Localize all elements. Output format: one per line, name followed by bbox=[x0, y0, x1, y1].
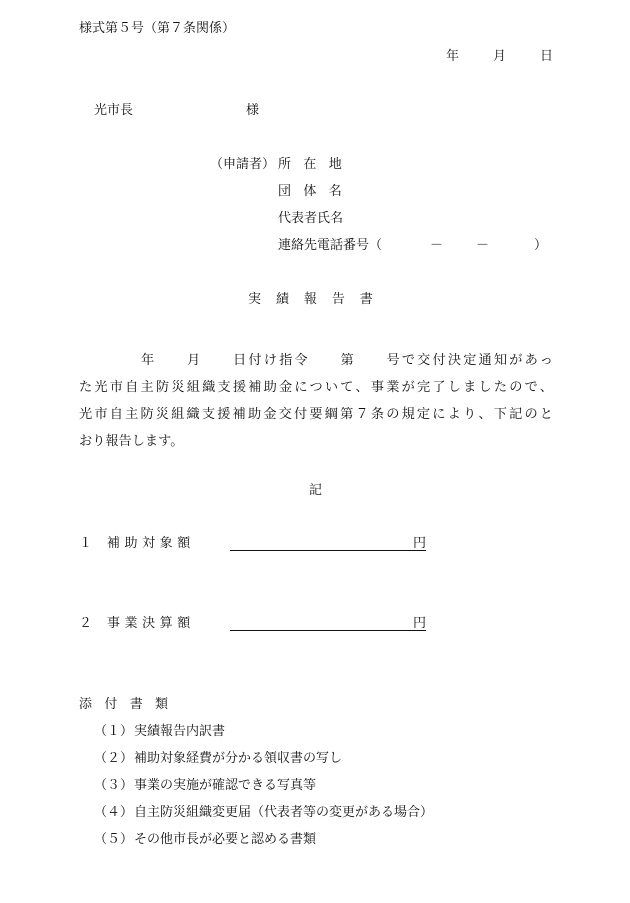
phone-separator-1: － bbox=[430, 238, 444, 253]
item-number: ２ bbox=[79, 616, 93, 631]
date-line bbox=[446, 50, 553, 63]
addressee-honorific: 様 bbox=[246, 103, 260, 118]
settlement-amount-field[interactable] bbox=[230, 615, 426, 631]
body-line-3: 光市自主防災組織支援補助金交付要綱第７条の規定により、下記のと bbox=[79, 407, 553, 422]
applicant-organization-label: 団体名 bbox=[278, 184, 355, 199]
applicant-address-label: 所在地 bbox=[278, 157, 355, 172]
item-label: 事業決算額 bbox=[107, 616, 195, 631]
item-number: １ bbox=[79, 536, 93, 551]
phone-close-paren: ） bbox=[534, 238, 548, 253]
date-year: 年 bbox=[446, 49, 460, 64]
applicant-representative-label: 代表者氏名 bbox=[278, 211, 344, 226]
applicant-phone-label: 連絡先電話番号（ bbox=[278, 238, 383, 253]
phone-separator-2: － bbox=[476, 238, 490, 253]
attachment-item: （３）事業の実施が確認できる写真等 bbox=[94, 778, 317, 793]
date-month: 月 bbox=[493, 49, 507, 64]
applicant-label: （申請者） bbox=[210, 157, 276, 172]
item-settlement-amount bbox=[79, 617, 195, 630]
addressee-name: 光市長 bbox=[94, 103, 134, 118]
ki-heading: 記 bbox=[309, 483, 323, 498]
document-title: 実績報告書 bbox=[248, 292, 388, 307]
yen-unit: 円 bbox=[413, 536, 427, 551]
item-label: 補助対象額 bbox=[107, 536, 195, 551]
attachment-item: （１）実績報告内訳書 bbox=[94, 724, 226, 739]
body-line-4: おり報告します。 bbox=[79, 434, 184, 449]
attachment-item: （２）補助対象経費が分かる領収書の写し bbox=[94, 751, 343, 766]
attachments-heading: 添付書類 bbox=[79, 697, 181, 712]
attachment-item: （５）その他市長が必要と認める書類 bbox=[94, 832, 317, 847]
subsidy-target-amount-field[interactable] bbox=[230, 535, 426, 551]
date-day: 日 bbox=[540, 49, 554, 64]
body-line-1: 年 月 日付け指令 第 号で交付決定通知があっ bbox=[141, 353, 553, 368]
form-number: 様式第５号（第７条関係） bbox=[79, 21, 236, 36]
body-line-2: た光市自主防災組織支援補助金について、事業が完了しましたので、 bbox=[79, 380, 553, 395]
addressee bbox=[94, 103, 260, 118]
yen-unit: 円 bbox=[413, 616, 427, 631]
item-subsidy-target bbox=[79, 537, 195, 550]
body-paragraph bbox=[79, 347, 553, 455]
attachment-item: （４）自主防災組織変更届（代表者等の変更がある場合） bbox=[94, 805, 434, 820]
